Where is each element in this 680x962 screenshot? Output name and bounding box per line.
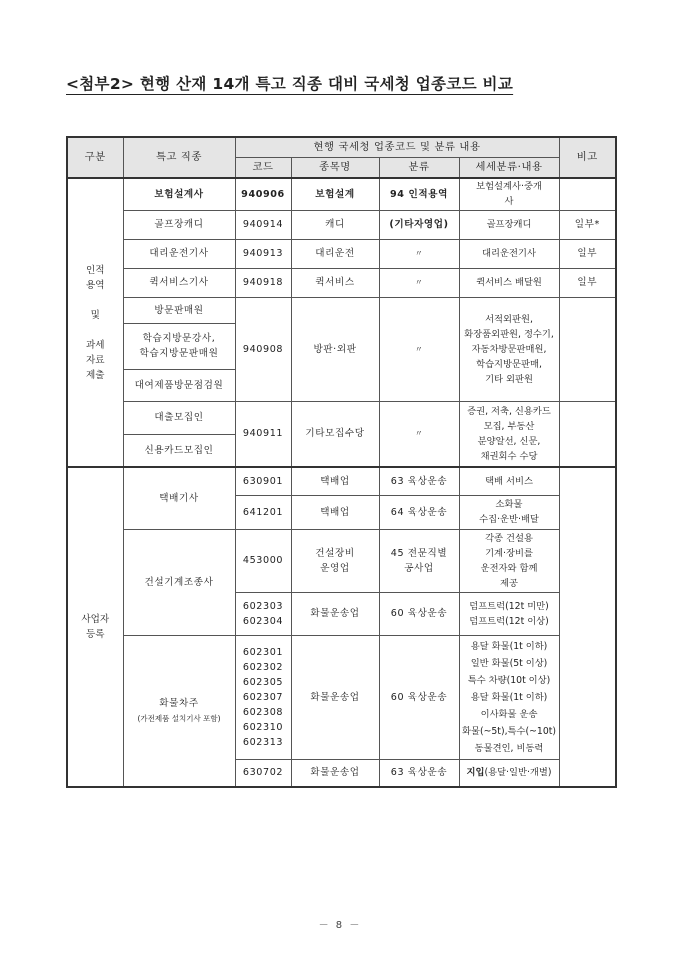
occupation-quick-service: 퀵서비스기사 (123, 268, 235, 297)
detail-cell: 골프장캐디 (459, 210, 559, 239)
detail-cell: 증권, 저축, 신용카드 모집, 부동산 분양알선, 신문, 채권회수 수당 (459, 401, 559, 467)
classification-cell: 〃 (379, 239, 459, 268)
remark-cell: 일부 (559, 268, 616, 297)
header-code: 코드 (235, 157, 291, 178)
classification-cell: 〃 (379, 401, 459, 467)
item-name-cell: 기타모집수당 (291, 401, 379, 467)
remark-cell (559, 297, 616, 401)
occupation-study-material: 학습지방문강사, 학습지방문판매원 (123, 323, 235, 369)
detail-cell: 소화물 수집·운반·배달 (459, 495, 559, 529)
detail-cell: 각종 건설용 기계·장비를 운전자와 함께 제공 (459, 529, 559, 592)
code-cell: 641201 (235, 495, 291, 529)
item-name-cell: 화물운송업 (291, 759, 379, 787)
occupation-loan-recruiter: 대출모집인 (123, 401, 235, 434)
item-name-cell: 건설장비 운영업 (291, 529, 379, 592)
header-category: 구분 (67, 137, 123, 178)
code-cell: 940911 (235, 401, 291, 467)
item-name-cell: 방판·외판 (291, 297, 379, 401)
item-name-cell: 택배업 (291, 467, 379, 495)
remark-cell: 일부* (559, 210, 616, 239)
header-occupation: 특고 직종 (123, 137, 235, 178)
item-name-cell: 대리운전 (291, 239, 379, 268)
code-cell: 940908 (235, 297, 291, 401)
occupation-designated-driver: 대리운전기사 (123, 239, 235, 268)
detail-cell: 대리운전기사 (459, 239, 559, 268)
classification-cell: 45 전문직별 공사업 (379, 529, 459, 592)
detail-cell: 보험설계사·중개 사 (459, 178, 559, 210)
remark-cell (559, 467, 616, 787)
detail-cell: 지입(용달·일반·개별) (459, 759, 559, 787)
occupation-rental-inspector: 대여제품방문점검원 (123, 369, 235, 401)
classification-cell: 60 육상운송 (379, 635, 459, 759)
header-remark: 비고 (559, 137, 616, 178)
section-business-registration: 사업자 등록 (67, 467, 123, 787)
detail-cell: 택배 서비스 (459, 467, 559, 495)
code-cell: 940918 (235, 268, 291, 297)
classification-cell: 63 육상운송 (379, 759, 459, 787)
occupation-courier: 택배기사 (123, 467, 235, 529)
code-cell: 602301 602302 602305 602307 602308 602310 602313 (235, 635, 291, 759)
item-name-cell: 퀵서비스 (291, 268, 379, 297)
occupation-note: (가전제품 설치기사 포함) (137, 713, 221, 723)
item-name-cell: 화물운송업 (291, 635, 379, 759)
classification-cell: 64 육상운송 (379, 495, 459, 529)
item-name-cell: 캐디 (291, 210, 379, 239)
header-sub-classification: 세세분류·내용 (459, 157, 559, 178)
occupation-cargo-owner: 화물차주 (가전제품 설치기사 포함) (123, 635, 235, 787)
detail-cell: 퀵서비스 배달원 (459, 268, 559, 297)
code-cell: 602303 602304 (235, 592, 291, 635)
remark-cell: 일부 (559, 239, 616, 268)
header-item-name: 종목명 (291, 157, 379, 178)
detail-cell: 용달 화물(1t 이하) 일반 화물(5t 이상) 특수 차량(10t 이상) 용달 화물(1t 이하) 이사화물 운송 화물(~5t),특수(~10t) 동물견인, 비동력 (459, 635, 559, 759)
classification-cell: 60 육상운송 (379, 592, 459, 635)
classification-cell: 63 육상운송 (379, 467, 459, 495)
code-cell: 630901 (235, 467, 291, 495)
classification-cell: 94 인적용역 (379, 178, 459, 210)
remark-cell (559, 401, 616, 467)
header-classification: 분류 (379, 157, 459, 178)
occupation-construction-operator: 건설기계조종사 (123, 529, 235, 635)
occupation-golf-caddie: 골프장캐디 (123, 210, 235, 239)
code-cell: 940913 (235, 239, 291, 268)
code-cell: 940914 (235, 210, 291, 239)
classification-cell: 〃 (379, 297, 459, 401)
item-name-cell: 화물운송업 (291, 592, 379, 635)
item-name-cell: 보험설계 (291, 178, 379, 210)
detail-cell: 서적외판원, 화장품외판원, 정수기, 자동차방문판매원, 학습지방문판매, 기타 외판원 (459, 297, 559, 401)
occupation-credit-card-recruiter: 신용카드모집인 (123, 434, 235, 467)
remark-cell (559, 178, 616, 210)
code-cell: 630702 (235, 759, 291, 787)
comparison-table (66, 136, 617, 788)
code-cell: 940906 (235, 178, 291, 210)
occupation-door-to-door-seller: 방문판매원 (123, 297, 235, 323)
classification-cell: (기타자영업) (379, 210, 459, 239)
section-personal-service: 인적 용역 및 과세 자료 제출 (67, 178, 123, 467)
code-cell: 453000 (235, 529, 291, 592)
detail-cell: 덤프트럭(12t 미만) 덤프트럭(12t 이상) (459, 592, 559, 635)
page-title: <첨부2> 현행 산재 14개 특고 직종 대비 국세청 업종코드 비교 (66, 75, 514, 93)
classification-cell: 〃 (379, 268, 459, 297)
header-nts-group: 현행 국세청 업종코드 및 분류 내용 (235, 137, 559, 157)
page-number: － 8 － (318, 920, 362, 931)
item-name-cell: 택배업 (291, 495, 379, 529)
occupation-insurance: 보험설계사 (123, 178, 235, 210)
